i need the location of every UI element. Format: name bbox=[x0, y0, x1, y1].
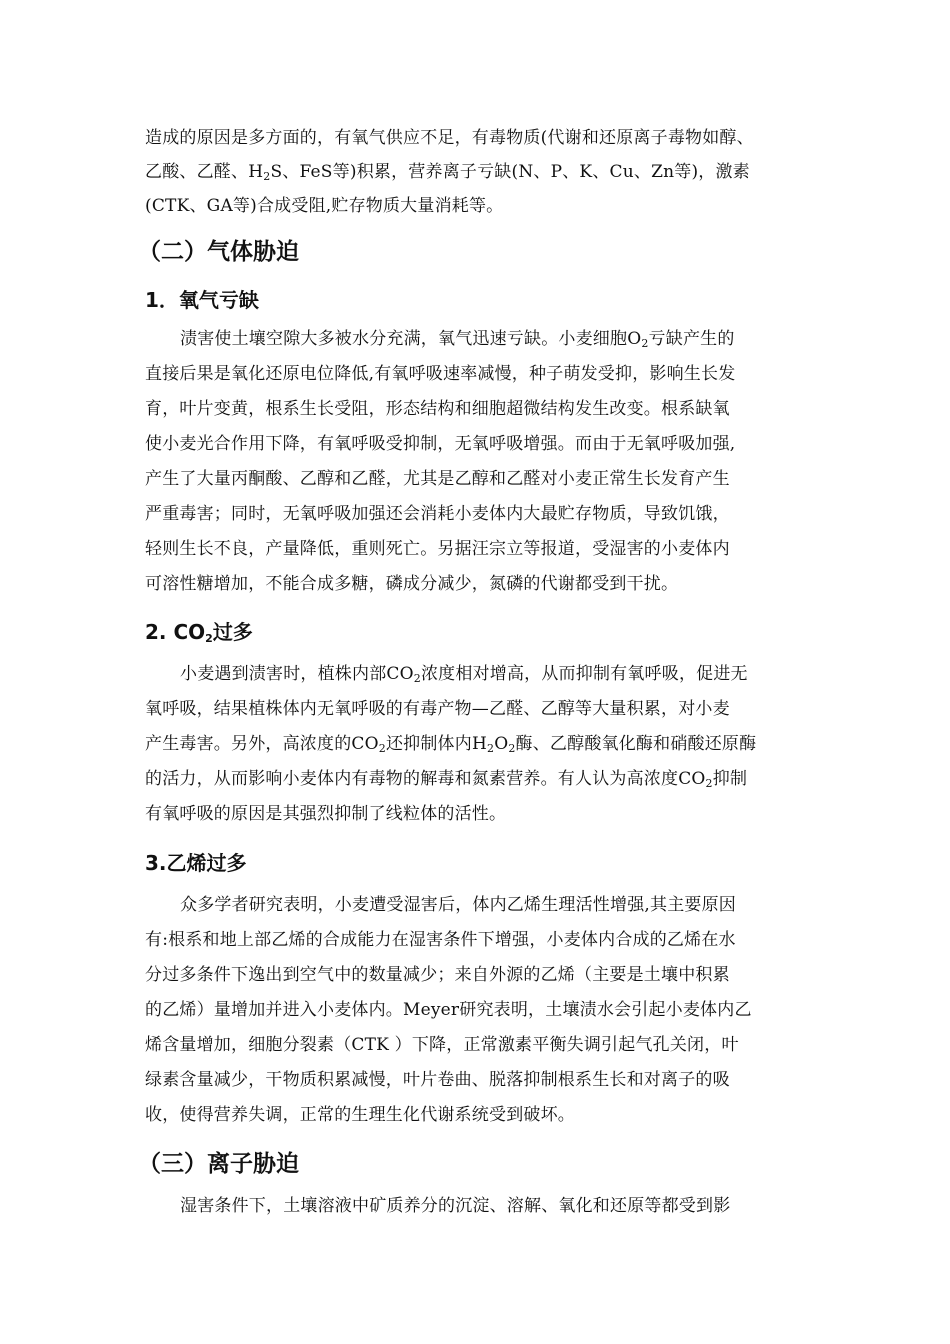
ethylene-line-3: 分过多条件下逸出到空气中的数量减少；来自外源的乙烯（主要是土壤中积累 bbox=[145, 965, 730, 985]
oxygen-line-8: 可溶性糖增加，不能合成多糖，磷成分减少，氮磷的代谢都受到干扰。 bbox=[145, 574, 679, 594]
intro-line-1: 造成的原因是多方面的，有氧气供应不足，有毒物质(代谢和还原离子毒物如醇、 bbox=[145, 128, 754, 148]
subscript: 2 bbox=[378, 742, 386, 755]
ethylene-line-7: 收，使得营养失调，正常的生理生化代谢系统受到破坏。 bbox=[145, 1105, 575, 1125]
oxygen-line-2: 直接后果是氧化还原电位降低,有氧呼吸速率减慢，种子萌发受抑，影响生长发 bbox=[145, 364, 736, 384]
ethylene-line-2: 有:根系和地上部乙烯的合成能力在湿害条件下增强，小麦体内合成的乙烯在水 bbox=[145, 930, 736, 950]
co2-line-1: 小麦遇到渍害时，植株内部$CO_2$浓度相对增高，从而抑制有氧呼吸，促进无 bbox=[180, 664, 748, 685]
subscript: 2 bbox=[705, 777, 713, 790]
subscript: 2 bbox=[508, 742, 516, 755]
oxygen-line-4: 使小麦光合作用下降，有氧呼吸受抑制，无氧呼吸增强。而由于无氧呼吸加强, bbox=[145, 434, 736, 454]
ethylene-line-1: 众多学者研究表明，小麦遭受湿害后，体内乙烯生理活性增强,其主要原因 bbox=[180, 895, 737, 915]
subscript: 2 bbox=[263, 170, 271, 183]
subheading-ethylene-excess: 3.乙烯过多 bbox=[145, 851, 247, 875]
oxygen-line-6: 严重毒害；同时，无氧呼吸加强还会消耗小麦体内大最贮存物质，导致饥饿， bbox=[145, 504, 730, 524]
subscript: 2 bbox=[641, 337, 649, 350]
intro-line-2: 乙酸、乙醛、$H_2S$、FeS等)积累，营养离子亏缺(N、P、K、Cu、Zn等)，激素 bbox=[145, 162, 750, 183]
co2-line-3: 产生毒害。另外，高浓度的$CO_2$还抑制体内$H_2O_2$酶、乙醇酸氧化酶和硝酸还原酶 bbox=[145, 734, 757, 755]
oxygen-line-3: 育，叶片变黄，根系生长受阻，形态结构和细胞超微结构发生改变。根系缺氧 bbox=[145, 399, 730, 419]
ethylene-line-6: 绿素含量减少，干物质积累减慢，叶片卷曲、脱落抑制根系生长和对离子的吸 bbox=[145, 1070, 730, 1090]
section-heading-gas-stress: （二）气体胁迫 bbox=[138, 239, 299, 265]
subscript: 2 bbox=[486, 742, 495, 755]
ion-line-1: 湿害条件下，土壤溶液中矿质养分的沉淀、溶解、氧化和还原等都受到影 bbox=[180, 1196, 731, 1216]
oxygen-line-1: 渍害使土壤空隙大多被水分充满，氧气迅速亏缺。小麦细胞$O_2$亏缺产生的 bbox=[180, 329, 735, 350]
subscript: 2 bbox=[205, 632, 213, 645]
co2-line-2: 氧呼吸，结果植株体内无氧呼吸的有毒产物—乙醛、乙醇等大量积累，对小麦 bbox=[145, 699, 730, 719]
oxygen-line-5: 产生了大量丙酮酸、乙醇和乙醛，尤其是乙醇和乙醛对小麦正常生长发育产生 bbox=[145, 469, 730, 489]
subheading-oxygen-deficit: 1．氧气亏缺 bbox=[145, 288, 259, 312]
ethylene-line-5: 烯含量增加，细胞分裂素（CTK ）下降，正常激素平衡失调引起气孔关闭，叶 bbox=[145, 1035, 739, 1055]
subheading-co2-excess: 2. $CO_2$过多 bbox=[145, 620, 253, 645]
section-heading-ion-stress: （三）离子胁迫 bbox=[138, 1151, 299, 1177]
ethylene-line-4: 的乙烯）量增加并进入小麦体内。Meyer研究表明，土壤渍水会引起小麦体内乙 bbox=[145, 1000, 752, 1020]
co2-line-5: 有氧呼吸的原因是其强烈抑制了线粒体的活性。 bbox=[145, 804, 507, 824]
subscript: 2 bbox=[413, 672, 421, 685]
co2-line-4: 的活力，从而影响小麦体内有毒物的解毒和氮素营养。有人认为高浓度$CO_2$抑制 bbox=[145, 769, 748, 790]
intro-line-3: (CTK、GA等)合成受阻,贮存物质大量消耗等。 bbox=[145, 196, 504, 216]
oxygen-line-7: 轻则生长不良，产量降低，重则死亡。另据汪宗立等报道，受湿害的小麦体内 bbox=[145, 539, 730, 559]
